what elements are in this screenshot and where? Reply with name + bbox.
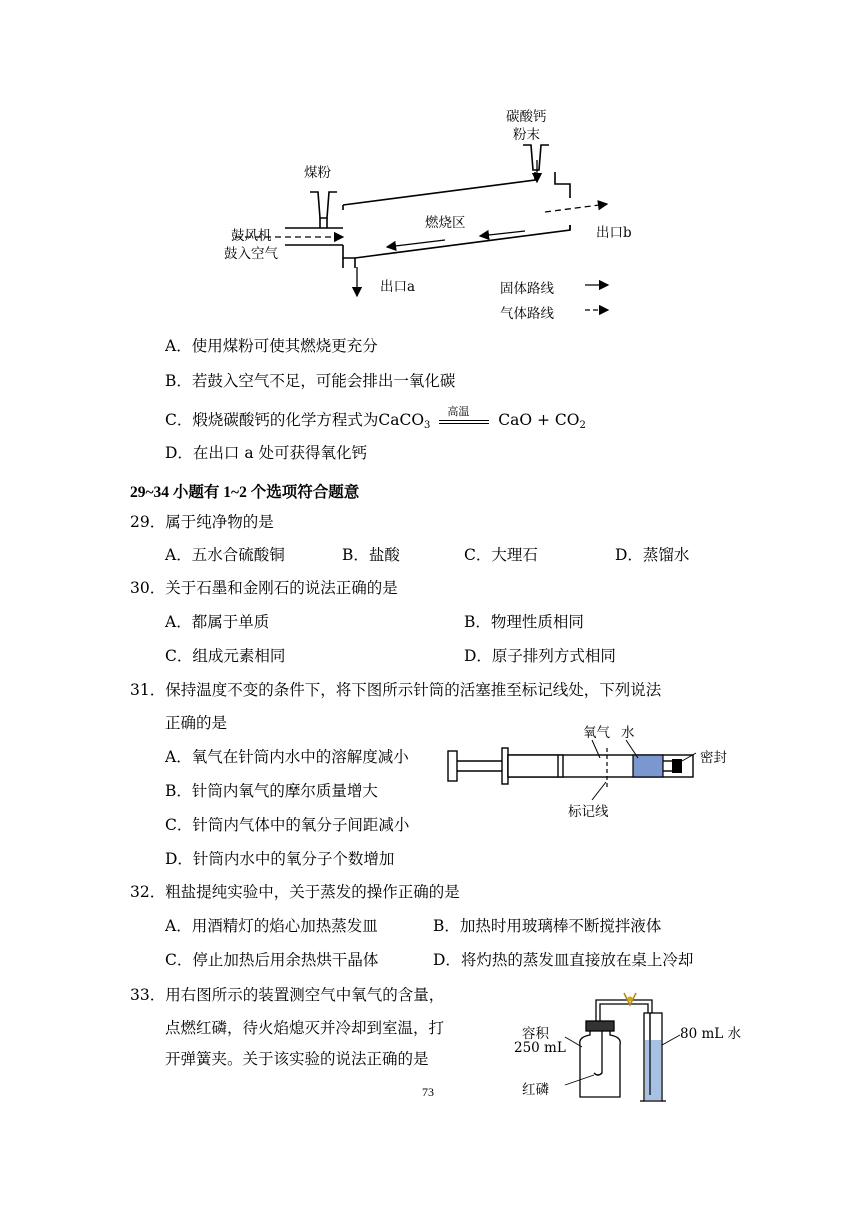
q32-option-c: C．停止加热后用余热烘干晶体 bbox=[165, 951, 379, 969]
q31-stem-line1: 31．保持温度不变的条件下，将下图所示针筒的活塞推至标记线处，下列说法 bbox=[130, 681, 662, 699]
q32-option-d: D．将灼热的蒸发皿直接放在桌上冷却 bbox=[433, 951, 694, 969]
q28-option-c-prefix: C．煅烧碳酸钙的化学方程式为CaCO bbox=[165, 411, 425, 429]
q29-stem: 29．属于纯净物的是 bbox=[130, 513, 274, 531]
apparatus-label-volume-line2: 250 mL bbox=[514, 1040, 566, 1056]
oxygen-apparatus-diagram bbox=[560, 985, 690, 1105]
q29-option-a: A．五水合硫酸铜 bbox=[165, 546, 285, 564]
furnace-label-blower-line1: 鼓风机 bbox=[231, 228, 272, 244]
q30-option-d: D．原子排列方式相同 bbox=[464, 647, 616, 665]
q29-option-d: D．蒸馏水 bbox=[615, 546, 690, 564]
q31-option-c: C．针筒内气体中的氧分子间距减小 bbox=[165, 816, 410, 834]
q28-option-c bbox=[165, 405, 586, 436]
q28-option-c-sub1: 3 bbox=[424, 420, 431, 431]
apparatus-label-phosphorus: 红磷 bbox=[522, 1082, 549, 1098]
furnace-label-outlet-b: 出口b bbox=[596, 225, 632, 241]
q30-option-b: B．物理性质相同 bbox=[464, 613, 584, 631]
page-number: 73 bbox=[422, 1085, 434, 1099]
furnace-label-coal: 煤粉 bbox=[304, 165, 331, 181]
q30-option-c: C．组成元素相同 bbox=[165, 647, 286, 665]
q29-option-c: C．大理石 bbox=[464, 546, 538, 564]
q32-stem: 32．粗盐提纯实验中，关于蒸发的操作正确的是 bbox=[130, 883, 460, 901]
apparatus-label-water: 80 mL 水 bbox=[680, 1026, 742, 1042]
q28-option-a: A．使用煤粉可使其燃烧更充分 bbox=[165, 337, 378, 355]
furnace-label-caco3-line2: 粉末 bbox=[513, 127, 540, 143]
q28-option-c-products: CaO + CO bbox=[498, 411, 580, 429]
q33-stem-line3: 开弹簧夹。关于该实验的说法正确的是 bbox=[165, 1050, 429, 1068]
legend-gas-label: 气体路线 bbox=[500, 306, 554, 322]
syringe-label-water: 水 bbox=[621, 725, 635, 741]
q31-stem-line2: 正确的是 bbox=[165, 714, 228, 732]
syringe-label-seal: 密封 bbox=[700, 750, 727, 766]
section-heading: 29~34 小题有 1~2 个选项符合题意 bbox=[130, 484, 360, 501]
apparatus-label-volume-line1: 容积 bbox=[522, 1026, 549, 1042]
reaction-arrow bbox=[435, 405, 493, 431]
q33-stem-line1: 33．用右图所示的装置测空气中氧气的含量， bbox=[130, 986, 445, 1004]
q32-option-a: A．用酒精灯的焰心加热蒸发皿 bbox=[165, 917, 378, 935]
q31-option-b: B．针筒内氧气的摩尔质量增大 bbox=[165, 782, 378, 800]
q31-option-a: A．氧气在针筒内水中的溶解度减小 bbox=[165, 748, 409, 766]
furnace-label-zone: 燃烧区 bbox=[425, 215, 466, 231]
syringe-label-oxygen: 氧气 bbox=[583, 725, 610, 741]
q30-stem: 30．关于石墨和金刚石的说法正确的是 bbox=[130, 579, 398, 597]
q29-option-b: B．盐酸 bbox=[342, 546, 400, 564]
q33-stem-line2: 点燃红磷，待火焰熄灭并冷却到室温，打 bbox=[165, 1019, 445, 1037]
furnace-label-caco3-line1: 碳酸钙 bbox=[506, 109, 547, 125]
furnace-label-blower-line2: 鼓入空气 bbox=[224, 246, 278, 262]
q28-option-d: D．在出口 a 处可获得氧化钙 bbox=[165, 444, 368, 462]
q28-option-c-sub2: 2 bbox=[579, 420, 586, 431]
q30-option-a: A．都属于单质 bbox=[165, 613, 270, 631]
furnace-label-outlet-a: 出口a bbox=[380, 279, 416, 295]
syringe-label-mark: 标记线 bbox=[568, 804, 609, 820]
q28-option-b: B．若鼓入空气不足，可能会排出一氧化碳 bbox=[165, 372, 456, 390]
reaction-condition: 高温 bbox=[447, 405, 470, 418]
legend-solid-label: 固体路线 bbox=[500, 281, 554, 297]
q32-option-b: B．加热时用玻璃棒不断搅拌液体 bbox=[433, 917, 662, 935]
q31-option-d: D．针筒内水中的氧分子个数增加 bbox=[165, 850, 395, 868]
